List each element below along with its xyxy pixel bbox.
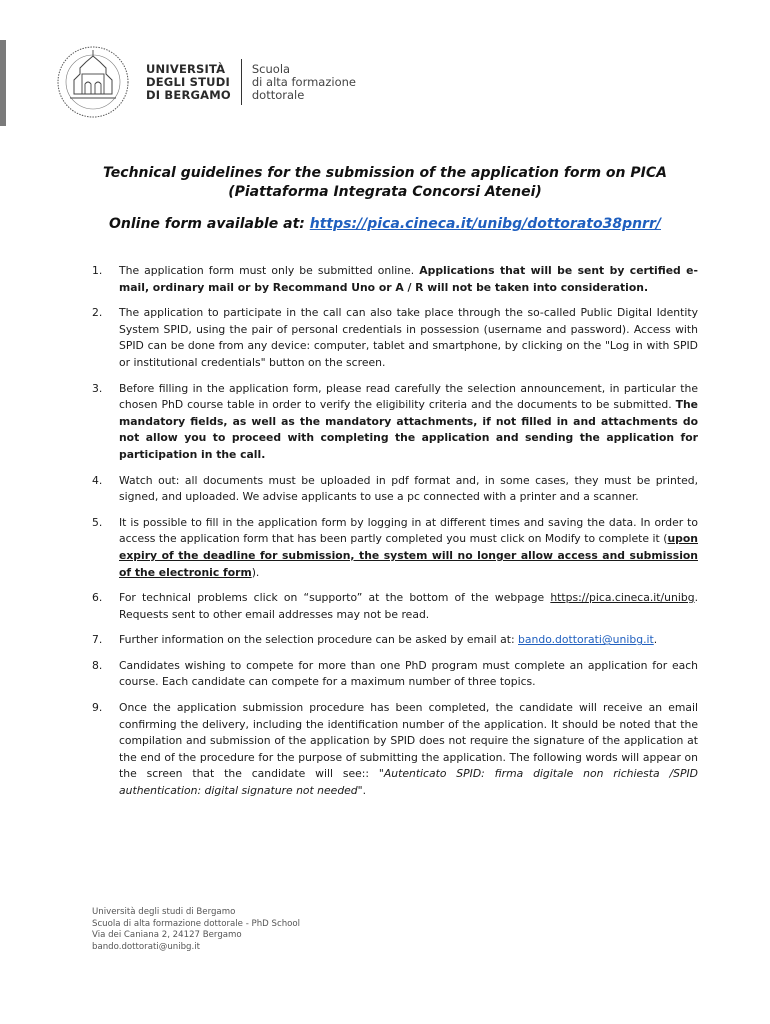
item-text [119, 590, 698, 623]
item-text [119, 515, 698, 581]
letterhead [52, 44, 356, 120]
list-item [92, 515, 698, 581]
item-number: 8. [92, 658, 103, 672]
item-text [119, 700, 698, 800]
item-bold-text: Applications that will be sent by certified e-mail, ordinary mail or by Recommand Uno or A / R will not be taken into consideration. [119, 264, 698, 294]
item-number: 1. [92, 264, 103, 277]
online-form-label: Online form available at: [109, 216, 305, 232]
item-number: 7. [92, 633, 103, 647]
online-form-link[interactable]: https://pica.cineca.it/unibg/dottorato38pnrr/ [309, 216, 661, 232]
footer-line: Via dei Caniana 2, 24127 Bergamo [92, 930, 242, 941]
item-text-part: It is possible to fill in the application form by logging in at different times and saving the data. In order to access the application form that has been partly completed you must click on Modify to complete it ( [119, 515, 698, 546]
university-name-line: DEGLI STUDI [146, 74, 230, 89]
item-text [119, 381, 698, 464]
item-number: 5. [92, 515, 103, 529]
footer-line: Università degli studi di Bergamo [92, 907, 236, 917]
item-text [119, 473, 698, 506]
list-item [92, 700, 698, 800]
item-text-part: Candidates wishing to compete for more than one PhD program must complete an application for each course. Each candidate can compete for a maximum number of three topics. [119, 658, 698, 689]
item-text-part: Before filling in the application form, please read carefully the selection announcement, in particular the chosen PhD course table in order to verify the eligibility criteria and the documents to be submitted. [119, 381, 698, 412]
university-seal-logo [52, 44, 134, 120]
item-text-part: For technical problems click on “supporto” at the bottom of the webpage [119, 591, 551, 605]
item-number: 2. [92, 306, 103, 320]
footer-line: Scuola di alta formazione dottorale - PhD School [92, 918, 301, 929]
item-text [119, 305, 698, 371]
item-text-part: ). [251, 565, 260, 579]
online-form-line [40, 216, 730, 232]
footer-line: bando.dottorati@unibg.it [92, 941, 201, 952]
list-item [92, 381, 698, 464]
item-number: 4. [92, 473, 103, 487]
school-name-line: dottorale [251, 87, 305, 102]
support-link[interactable]: https://pica.cineca.it/unibg [550, 591, 695, 605]
list-item [92, 658, 698, 691]
guidelines-list [92, 263, 698, 809]
document-title [40, 164, 730, 202]
page-edge-bar [0, 40, 6, 126]
item-text-part: The application form must only be submitted online. [119, 264, 420, 277]
item-text-part: ". [357, 784, 367, 798]
list-item [92, 632, 698, 649]
item-text-part: The application to participate in the call can also take place through the so-called Public Digital Identity System SPID, using the pair of personal credentials in possession (username and password). Access with SPID can be done from any device: computer, tablet and smartphone, by clicking on the "Log in with SPID or institutional credentials" button on the screen. [119, 306, 698, 369]
school-name [252, 63, 356, 102]
list-item [92, 590, 698, 623]
title-subline: (Piattaforma Integrata Concorsi Atenei) [228, 184, 542, 200]
email-link[interactable]: bando.dottorati@unibg.it [518, 633, 654, 647]
item-text-part: Watch out: all documents must be uploaded in pdf format and, in some cases, they must be printed, signed, and uploaded. We advise applicants to use a pc connected with a printer and a scanner. [119, 473, 698, 504]
item-number: 9. [92, 701, 103, 715]
school-name-line: di alta formazione [251, 74, 356, 89]
item-text-part: . [653, 633, 658, 647]
item-italic-text: Autenticato SPID: firma digitale non richiesta /SPID authentication: digital signature not needed [119, 767, 698, 798]
university-name [146, 63, 231, 102]
footer [92, 907, 300, 953]
item-text [119, 263, 698, 296]
item-text [119, 632, 698, 649]
school-name-line: Scuola [251, 61, 291, 76]
item-text-part: . Requests sent to other email addresses may not be read. [119, 591, 698, 621]
item-text-part: Further information on the selection procedure can be asked by email at: [119, 633, 519, 647]
university-name-line: UNIVERSITÀ [146, 61, 226, 76]
item-number: 6. [92, 591, 103, 605]
list-item [92, 305, 698, 371]
item-bold-text: The mandatory fields, as well as the mandatory attachments, if not filled in and attachments do not allow you to proceed with completing the application and sending the application for participation in the call. [119, 398, 698, 461]
item-text-part: Once the application submission procedure has been completed, the candidate will receive an email confirming the delivery, including the identification number of the application. It should be noted that the compilation and submission of the application by SPID does not require the signature of the application at the end of the procedure for the purpose of submitting the application. The following words will appear on the screen that the candidate will see:: " [119, 701, 698, 781]
item-number: 3. [92, 381, 103, 395]
list-item [92, 263, 698, 296]
university-name-line: DI BERGAMO [146, 87, 231, 102]
item-text [119, 658, 698, 691]
header-divider [241, 59, 242, 105]
item-bold-underlined-text: upon expiry of the deadline for submission, the system will no longer allow access and submission of the electronic form [119, 532, 698, 579]
list-item [92, 473, 698, 506]
title-line: Technical guidelines for the submission of the application form on PICA [103, 165, 667, 181]
